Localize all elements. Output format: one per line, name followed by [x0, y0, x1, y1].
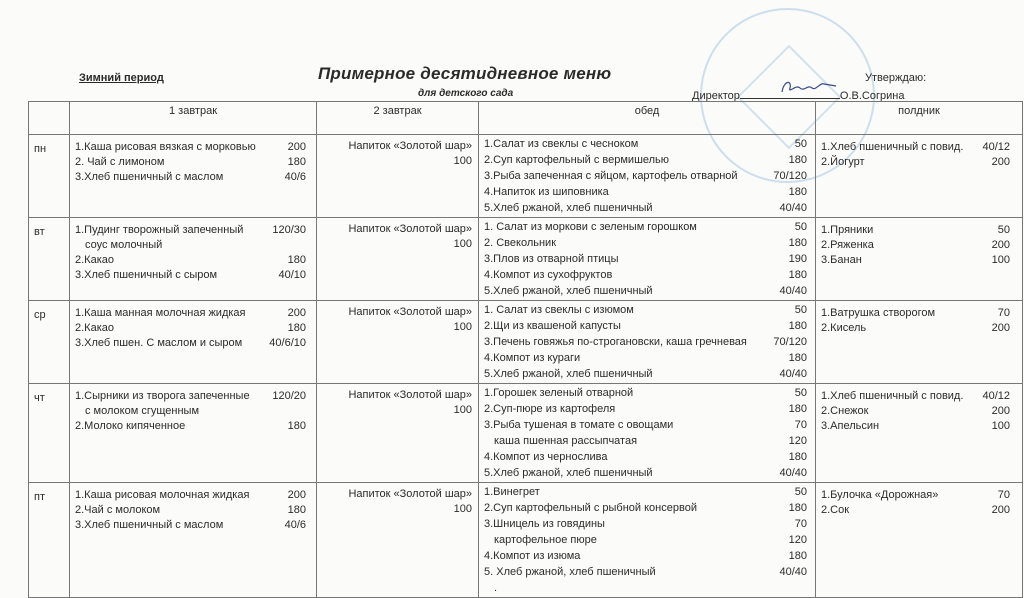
dish-portion: 180	[287, 504, 306, 516]
dish-portion: 40/6/10	[269, 337, 306, 349]
dish-portion: 100	[991, 420, 1010, 432]
dish-name: 4.Компот из изюма	[484, 550, 581, 562]
dish-portion: 180	[788, 269, 807, 281]
menu-item	[75, 306, 306, 321]
dish-name: 2.Снежок	[821, 405, 869, 417]
menu-item	[484, 335, 807, 351]
dish-portion: 70	[997, 307, 1010, 319]
signature-line	[740, 88, 840, 99]
lunch-cell	[479, 483, 816, 598]
column-header-breakfast1: 1 завтрак	[70, 102, 317, 135]
dish-portion: 40/40	[779, 566, 807, 578]
menu-item	[484, 153, 807, 169]
column-header-lunch: обед	[479, 102, 816, 135]
dish-name: 1.Пудинг творожный запеченный	[75, 224, 244, 236]
menu-item	[484, 284, 807, 300]
dish-name: соус молочный	[85, 239, 163, 251]
menu-item	[821, 321, 1010, 336]
dish-portion: 50	[794, 221, 807, 233]
dish-portion: 180	[788, 320, 807, 332]
menu-item	[75, 268, 306, 283]
menu-item	[821, 419, 1010, 434]
breakfast1-cell	[70, 483, 317, 598]
menu-item	[484, 549, 807, 565]
dish-portion: 120/20	[272, 390, 306, 402]
dish-portion: 180	[788, 352, 807, 364]
dish-portion: 180	[788, 502, 807, 514]
column-header-day	[29, 102, 70, 135]
dish-portion: 40/12	[982, 141, 1010, 153]
menu-item	[484, 220, 807, 236]
dish-name: 1.Салат из свеклы с чесноком	[484, 138, 639, 150]
dish-name: 5.Хлеб ржаной, хлеб пшеничный	[484, 202, 653, 214]
dish-name: 2.Ряженка	[821, 239, 874, 251]
day-cell: чт	[29, 384, 70, 483]
dish-name: 1. Салат из моркови с зеленым горошком	[484, 221, 697, 233]
signature-icon	[778, 78, 838, 96]
lunch-cell	[479, 135, 816, 218]
menu-item	[484, 319, 807, 335]
approval-label: Утверждаю:	[865, 72, 927, 84]
dish-name: каша пшенная рассыпчатая	[494, 435, 638, 447]
dish-portion: 180	[788, 403, 807, 415]
menu-item	[75, 503, 306, 518]
dish-portion: 40/6	[284, 519, 306, 531]
dish-name: Напиток «Золотой шар»	[348, 140, 472, 152]
menu-item	[75, 404, 306, 419]
dish-portion: 40/10	[278, 269, 306, 281]
dish-name: 1.Горошек зеленый отварной	[484, 387, 634, 399]
menu-item	[821, 238, 1010, 253]
menu-item	[484, 434, 807, 450]
dish-portion: 180	[788, 237, 807, 249]
menu-item	[484, 485, 807, 501]
dish-portion: 180	[287, 322, 306, 334]
dish-name: 5.Хлеб ржаной, хлеб пшеничный	[484, 368, 653, 380]
table-row	[29, 384, 1023, 483]
dish-name: 3.Хлеб пшен. С маслом и сыром	[75, 337, 243, 349]
menu-item	[821, 223, 1010, 238]
day-cell: ср	[29, 301, 70, 384]
dish-portion: 50	[794, 304, 807, 316]
menu-item	[484, 367, 807, 383]
dish-portion: 40/40	[779, 202, 807, 214]
director-name: О.В.Согрина	[839, 90, 905, 102]
menu-item	[75, 170, 306, 185]
dish-portion: 200	[991, 322, 1010, 334]
dish-portion: 40/40	[779, 368, 807, 380]
dish-portion: 180	[788, 186, 807, 198]
table-header-row	[29, 102, 1023, 135]
dish-portion: 50	[794, 138, 807, 150]
dish-name: с молоком сгущенным	[85, 405, 200, 417]
menu-item	[484, 169, 807, 185]
dish-portion: 70	[794, 419, 807, 431]
dish-name: 2.Сок	[821, 504, 850, 516]
snack-cell	[816, 384, 1023, 483]
dish-portion: 50	[794, 387, 807, 399]
menu-item	[484, 386, 807, 402]
period-label: Зимний период	[79, 72, 164, 84]
dish-portion: 100	[453, 404, 472, 416]
dish-portion: 70	[997, 489, 1010, 501]
dish-portion: 70/120	[773, 170, 807, 182]
lunch-cell	[479, 301, 816, 384]
snack-cell	[816, 135, 1023, 218]
dish-name: 3.Хлеб пшеничный с сыром	[75, 269, 218, 281]
dish-name: 4.Напиток из шиповника	[484, 186, 609, 198]
dish-name: .	[494, 582, 498, 594]
dish-name: 5. Хлеб ржаной, хлеб пшеничный	[484, 566, 656, 578]
breakfast2-cell	[317, 135, 479, 218]
dish-portion: 40/40	[779, 467, 807, 479]
menu-item	[821, 503, 1010, 518]
dish-name: 5.Хлеб ржаной, хлеб пшеничный	[484, 467, 653, 479]
dish-name: 2.Йогурт	[821, 156, 865, 168]
dish-portion: 180	[788, 451, 807, 463]
dish-name: 1.Сырники из творога запеченные	[75, 390, 250, 402]
dish-portion: 200	[991, 405, 1010, 417]
dish-name: 3.Печень говяжья по-строгановски, каша гречневая	[484, 336, 747, 348]
menu-item	[484, 252, 807, 268]
breakfast1-cell	[70, 384, 317, 483]
dish-name: 2.Щи из квашеной капусты	[484, 320, 621, 332]
dish-name: 1.Булочка «Дорожная»	[821, 489, 939, 501]
menu-item	[821, 488, 1010, 503]
dish-portion: 200	[991, 504, 1010, 516]
dish-name: 2.Суп картофельный с рыбной консервой	[484, 502, 697, 514]
dish-portion: 100	[453, 503, 472, 515]
dish-portion: 180	[287, 156, 306, 168]
table-row	[29, 483, 1023, 598]
dish-portion: 120	[788, 534, 807, 546]
dish-name: 3.Шницель из говядины	[484, 518, 605, 530]
dish-name: 1.Винегрет	[484, 486, 540, 498]
menu-item	[75, 518, 306, 533]
table-row	[29, 218, 1023, 301]
breakfast1-cell	[70, 301, 317, 384]
dish-name: 3.Банан	[821, 254, 862, 266]
dish-name: Напиток «Золотой шар»	[348, 306, 472, 318]
menu-item	[75, 389, 306, 404]
dish-portion: 70	[794, 518, 807, 530]
snack-cell	[816, 218, 1023, 301]
day-cell: пт	[29, 483, 70, 598]
dish-portion: 100	[453, 155, 472, 167]
dish-portion: 200	[287, 141, 306, 153]
snack-cell	[816, 301, 1023, 384]
menu-item	[484, 185, 807, 201]
menu-item	[484, 450, 807, 466]
dish-name: 3.Рыба запеченная с яйцом, картофель отварной	[484, 170, 738, 182]
dish-name: 1.Каша рисовая молочная жидкая	[75, 489, 250, 501]
menu-item	[484, 418, 807, 434]
dish-portion: 40/40	[779, 285, 807, 297]
dish-name: 2.Какао	[75, 322, 114, 334]
dish-portion: 180	[788, 550, 807, 562]
dish-name: 2.Чай с молоком	[75, 504, 161, 516]
dish-portion: 180	[287, 420, 306, 432]
dish-portion: 200	[287, 307, 306, 319]
dish-name: 1.Каша рисовая вязкая с морковью	[75, 141, 256, 153]
menu-item	[484, 581, 807, 597]
dish-name: 2.Суп картофельный с вермишелью	[484, 154, 670, 166]
breakfast1-cell	[70, 135, 317, 218]
menu-item	[484, 268, 807, 284]
dish-name: 2.Суп-пюре из картофеля	[484, 403, 616, 415]
dish-name: 2.Кисель	[821, 322, 867, 334]
menu-item	[484, 236, 807, 252]
breakfast2-cell	[317, 218, 479, 301]
dish-name: Напиток «Золотой шар»	[348, 389, 472, 401]
menu-item	[75, 238, 306, 253]
dish-name: 5.Хлеб ржаной, хлеб пшеничный	[484, 285, 653, 297]
menu-table	[28, 101, 1023, 598]
dish-portion: 50	[794, 486, 807, 498]
director-label: Директор	[692, 90, 740, 102]
dish-name: 3.Плов из отварной птицы	[484, 253, 619, 265]
dish-name: 3.Хлеб пшеничный с маслом	[75, 171, 224, 183]
dish-name: 1.Хлеб пшеничный с повид.	[821, 141, 964, 153]
breakfast1-cell	[70, 218, 317, 301]
dish-portion: 190	[788, 253, 807, 265]
breakfast2-cell	[317, 483, 479, 598]
menu-item	[821, 306, 1010, 321]
dish-name: 1.Хлеб пшеничный с повид.	[821, 390, 964, 402]
dish-portion: 100	[453, 321, 472, 333]
day-cell: пн	[29, 135, 70, 218]
menu-item	[75, 488, 306, 503]
breakfast2-cell	[317, 384, 479, 483]
dish-name: 2.Какао	[75, 254, 114, 266]
day-cell: вт	[29, 218, 70, 301]
dish-name: 4.Компот из чернослива	[484, 451, 608, 463]
dish-portion: 100	[991, 254, 1010, 266]
menu-item	[484, 402, 807, 418]
menu-item	[75, 321, 306, 336]
dish-portion: 200	[287, 489, 306, 501]
menu-item	[484, 303, 807, 319]
dish-name: 3.Хлеб пшеничный с маслом	[75, 519, 224, 531]
dish-name: 3.Рыба тушеная в томате с овощами	[484, 419, 674, 431]
dish-portion: 50	[997, 224, 1010, 236]
menu-item	[75, 155, 306, 170]
document-subtitle: для детского сада	[418, 88, 514, 99]
dish-portion: 180	[287, 254, 306, 266]
breakfast2-cell	[317, 301, 479, 384]
dish-portion: 200	[991, 239, 1010, 251]
menu-item	[75, 140, 306, 155]
menu-item	[484, 351, 807, 367]
dish-name: картофельное пюре	[494, 534, 597, 546]
menu-item	[75, 223, 306, 238]
menu-item	[821, 389, 1010, 404]
menu-item	[484, 565, 807, 581]
dish-name: 3.Апельсин	[821, 420, 880, 432]
table-row	[29, 135, 1023, 218]
menu-item	[821, 404, 1010, 419]
menu-item	[821, 155, 1010, 170]
menu-item	[484, 533, 807, 549]
column-header-breakfast2: 2 завтрак	[317, 102, 479, 135]
dish-portion: 100	[453, 238, 472, 250]
menu-item	[484, 466, 807, 482]
lunch-cell	[479, 384, 816, 483]
dish-name: 1.Каша манная молочная жидкая	[75, 307, 246, 319]
dish-portion: 70/120	[773, 336, 807, 348]
menu-item	[75, 336, 306, 351]
menu-item	[484, 201, 807, 217]
document-title: Примерное десятидневное меню	[318, 64, 612, 83]
menu-item	[484, 137, 807, 153]
snack-cell	[816, 483, 1023, 598]
dish-name: Напиток «Золотой шар»	[348, 488, 472, 500]
menu-item	[75, 419, 306, 434]
menu-item	[484, 501, 807, 517]
table-row	[29, 301, 1023, 384]
dish-name: Напиток «Золотой шар»	[348, 223, 472, 235]
dish-name: 1.Ватрушка створогом	[821, 307, 936, 319]
dish-name: 1. Салат из свеклы с изюмом	[484, 304, 634, 316]
director-signature-block	[692, 88, 904, 102]
menu-item	[821, 253, 1010, 268]
lunch-cell	[479, 218, 816, 301]
dish-portion: 200	[991, 156, 1010, 168]
dish-name: 4.Компот из кураги	[484, 352, 581, 364]
dish-portion: 120/30	[272, 224, 306, 236]
menu-item	[484, 517, 807, 533]
menu-item	[821, 140, 1010, 155]
column-header-snack: полдник	[816, 102, 1023, 135]
dish-portion: 180	[788, 154, 807, 166]
dish-portion: 120	[788, 435, 807, 447]
dish-name: 2. Свекольник	[484, 237, 557, 249]
dish-name: 4.Компот из сухофруктов	[484, 269, 613, 281]
dish-name: 1.Пряники	[821, 224, 874, 236]
dish-name: 2. Чай с лимоном	[75, 156, 165, 168]
menu-item	[75, 253, 306, 268]
dish-name: 2.Молоко кипяченное	[75, 420, 186, 432]
dish-portion: 40/6	[284, 171, 306, 183]
dish-portion: 40/12	[982, 390, 1010, 402]
